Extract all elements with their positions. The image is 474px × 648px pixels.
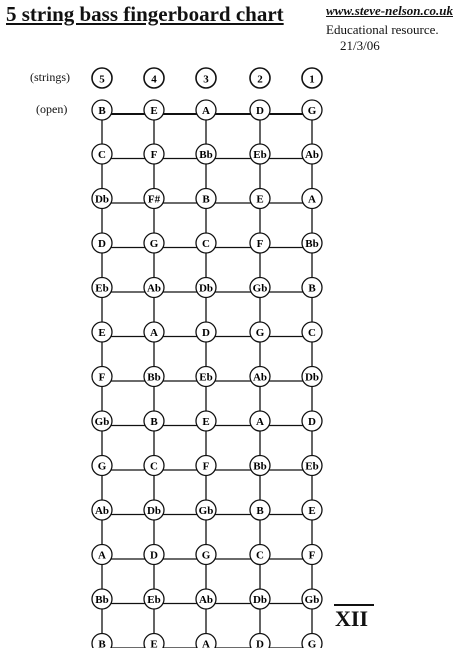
note-fret-5-string-4	[144, 322, 164, 342]
note-fret-2-string-3	[196, 189, 216, 209]
note-fret-3-string-1-text: Bb	[305, 237, 319, 250]
open-note-string-5-text: B	[98, 104, 106, 117]
note-fret-8-string-5-text: G	[97, 460, 107, 473]
note-fret-3-string-2	[250, 233, 270, 253]
string-number-2-text: 2	[257, 73, 263, 86]
note-fret-12-string-4-text: E	[150, 638, 158, 648]
note-fret-2-string-2	[250, 189, 270, 209]
note-fret-2-string-4-text: F#	[147, 193, 161, 206]
note-fret-4-string-2	[250, 278, 270, 298]
note-fret-6-string-2-text: Ab	[252, 371, 268, 384]
note-fret-3-string-4	[144, 233, 164, 253]
string-number-3	[196, 68, 216, 88]
note-fret-4-string-3-text: Db	[198, 282, 214, 295]
note-fret-9-string-4-text: Db	[146, 504, 162, 517]
note-fret-2-string-1-text: A	[308, 193, 316, 206]
note-fret-8-string-4-text: C	[150, 460, 158, 473]
note-fret-5-string-3	[196, 322, 216, 342]
note-fret-8-string-2	[250, 456, 270, 476]
note-fret-9-string-5	[92, 500, 112, 520]
note-fret-4-string-5-text: Eb	[95, 282, 109, 295]
note-fret-2-string-3-text: B	[202, 193, 210, 206]
note-fret-9-string-3-text: Gb	[198, 504, 214, 517]
note-fret-11-string-2-text: Db	[252, 593, 268, 606]
note-fret-9-string-3	[196, 500, 216, 520]
open-note-string-1	[302, 100, 322, 120]
open-note-string-3-text: A	[202, 104, 210, 117]
note-fret-7-string-5	[92, 411, 112, 431]
note-fret-6-string-5	[92, 367, 112, 387]
open-note-string-3	[196, 100, 216, 120]
note-fret-12-string-2	[250, 634, 270, 648]
note-fret-7-string-1-text: D	[308, 415, 316, 428]
note-fret-11-string-3	[196, 589, 216, 609]
note-fret-5-string-5	[92, 322, 112, 342]
subtitle: Educational resource.	[326, 22, 439, 37]
note-fret-1-string-1	[302, 144, 322, 164]
note-fret-10-string-5	[92, 545, 112, 565]
note-fret-2-string-1	[302, 189, 322, 209]
note-fret-1-string-4-text: F	[150, 148, 158, 161]
string-number-3-text: 3	[203, 73, 209, 86]
open-note-string-2-text: D	[256, 104, 264, 117]
note-fret-3-string-2-text: F	[256, 237, 264, 250]
string-number-5	[92, 68, 112, 88]
strings-row-label: (strings)	[30, 70, 70, 84]
note-fret-1-string-2-text: Eb	[253, 148, 267, 161]
open-note-string-1-text: G	[307, 104, 317, 117]
note-fret-5-string-1-text: C	[308, 326, 316, 339]
note-fret-10-string-4-text: D	[150, 549, 158, 562]
note-fret-2-string-2-text: E	[256, 193, 264, 206]
note-fret-11-string-3-text: Ab	[198, 593, 214, 606]
note-fret-10-string-3	[196, 545, 216, 565]
note-fret-1-string-5	[92, 144, 112, 164]
note-fret-6-string-5-text: F	[98, 371, 106, 384]
note-fret-6-string-1	[302, 367, 322, 387]
note-fret-2-string-4	[144, 189, 164, 209]
note-fret-4-string-1-text: B	[308, 282, 316, 295]
note-fret-6-string-4	[144, 367, 164, 387]
note-fret-6-string-3-text: Eb	[199, 371, 213, 384]
note-fret-4-string-3	[196, 278, 216, 298]
note-fret-7-string-1	[302, 411, 322, 431]
note-fret-7-string-5-text: Gb	[94, 415, 110, 428]
note-fret-3-string-5-text: D	[98, 237, 106, 250]
note-fret-8-string-3	[196, 456, 216, 476]
note-fret-9-string-1	[302, 500, 322, 520]
note-fret-4-string-4-text: Ab	[146, 282, 162, 295]
note-fret-10-string-2	[250, 545, 270, 565]
note-fret-12-string-5-text: B	[98, 638, 106, 648]
note-fret-12-string-3-text: A	[202, 638, 210, 648]
note-fret-12-string-2-text: D	[256, 638, 264, 648]
note-fret-5-string-3-text: D	[202, 326, 210, 339]
note-fret-12-string-1	[302, 634, 322, 648]
note-fret-9-string-1-text: E	[308, 504, 316, 517]
note-fret-4-string-5	[92, 278, 112, 298]
note-fret-3-string-4-text: G	[149, 237, 159, 250]
note-fret-3-string-1	[302, 233, 322, 253]
note-fret-11-string-4	[144, 589, 164, 609]
note-fret-7-string-3	[196, 411, 216, 431]
note-fret-11-string-5-text: Bb	[95, 593, 109, 606]
note-fret-1-string-5-text: C	[98, 148, 106, 161]
note-fret-5-string-2-text: G	[255, 326, 265, 339]
note-fret-3-string-3-text: C	[202, 237, 210, 250]
string-number-4-text: 4	[151, 73, 157, 86]
note-fret-7-string-3-text: E	[202, 415, 210, 428]
note-fret-11-string-2	[250, 589, 270, 609]
note-fret-5-string-4-text: A	[150, 326, 158, 339]
note-fret-8-string-1	[302, 456, 322, 476]
note-fret-11-string-1	[302, 589, 322, 609]
note-fret-1-string-1-text: Ab	[304, 148, 320, 161]
note-fret-10-string-2-text: C	[256, 549, 264, 562]
note-fret-8-string-5	[92, 456, 112, 476]
note-fret-10-string-5-text: A	[98, 549, 106, 562]
note-fret-6-string-4-text: Bb	[147, 371, 161, 384]
note-fret-11-string-4-text: Eb	[147, 593, 161, 606]
note-fret-12-string-4	[144, 634, 164, 648]
note-fret-3-string-3	[196, 233, 216, 253]
note-fret-8-string-2-text: Bb	[253, 460, 267, 473]
note-fret-4-string-4	[144, 278, 164, 298]
note-fret-12-string-5	[92, 634, 112, 648]
note-fret-7-string-4	[144, 411, 164, 431]
open-note-string-5	[92, 100, 112, 120]
twelfth-fret-marker: XII	[335, 606, 369, 631]
open-row-label: (open)	[36, 102, 68, 116]
note-fret-9-string-5-text: Ab	[94, 504, 110, 517]
string-number-5-text: 5	[99, 73, 105, 86]
note-fret-5-string-1	[302, 322, 322, 342]
note-fret-2-string-5-text: Db	[94, 193, 110, 206]
note-fret-7-string-2-text: A	[256, 415, 264, 428]
note-fret-6-string-1-text: Db	[304, 371, 320, 384]
note-fret-1-string-4	[144, 144, 164, 164]
note-fret-1-string-3	[196, 144, 216, 164]
note-fret-1-string-3-text: Bb	[199, 148, 213, 161]
string-number-4	[144, 68, 164, 88]
open-note-string-4	[144, 100, 164, 120]
note-fret-8-string-1-text: Eb	[305, 460, 319, 473]
note-fret-5-string-2	[250, 322, 270, 342]
note-fret-4-string-1	[302, 278, 322, 298]
open-note-string-2	[250, 100, 270, 120]
note-fret-5-string-5-text: E	[98, 326, 106, 339]
open-note-string-4-text: E	[150, 104, 158, 117]
note-fret-2-string-5	[92, 189, 112, 209]
note-fret-10-string-3-text: G	[201, 549, 211, 562]
note-fret-11-string-5	[92, 589, 112, 609]
string-number-1	[302, 68, 322, 88]
note-fret-7-string-4-text: B	[150, 415, 158, 428]
page-title: 5 string bass fingerboard chart	[6, 2, 284, 26]
website-link[interactable]: www.steve-nelson.co.uk	[326, 3, 453, 18]
note-fret-9-string-2	[250, 500, 270, 520]
note-fret-12-string-1-text: G	[307, 638, 317, 648]
note-fret-8-string-3-text: F	[202, 460, 210, 473]
note-fret-10-string-1-text: F	[308, 549, 316, 562]
string-number-2	[250, 68, 270, 88]
note-fret-6-string-2	[250, 367, 270, 387]
note-fret-3-string-5	[92, 233, 112, 253]
note-fret-10-string-1	[302, 545, 322, 565]
note-fret-4-string-2-text: Gb	[252, 282, 268, 295]
note-fret-11-string-1-text: Gb	[304, 593, 320, 606]
note-fret-9-string-4	[144, 500, 164, 520]
date-label: 21/3/06	[340, 38, 380, 53]
note-fret-10-string-4	[144, 545, 164, 565]
note-fret-6-string-3	[196, 367, 216, 387]
note-fret-7-string-2	[250, 411, 270, 431]
note-fret-12-string-3	[196, 634, 216, 648]
note-fret-8-string-4	[144, 456, 164, 476]
note-fret-9-string-2-text: B	[256, 504, 264, 517]
string-number-1-text: 1	[309, 73, 315, 86]
note-fret-1-string-2	[250, 144, 270, 164]
